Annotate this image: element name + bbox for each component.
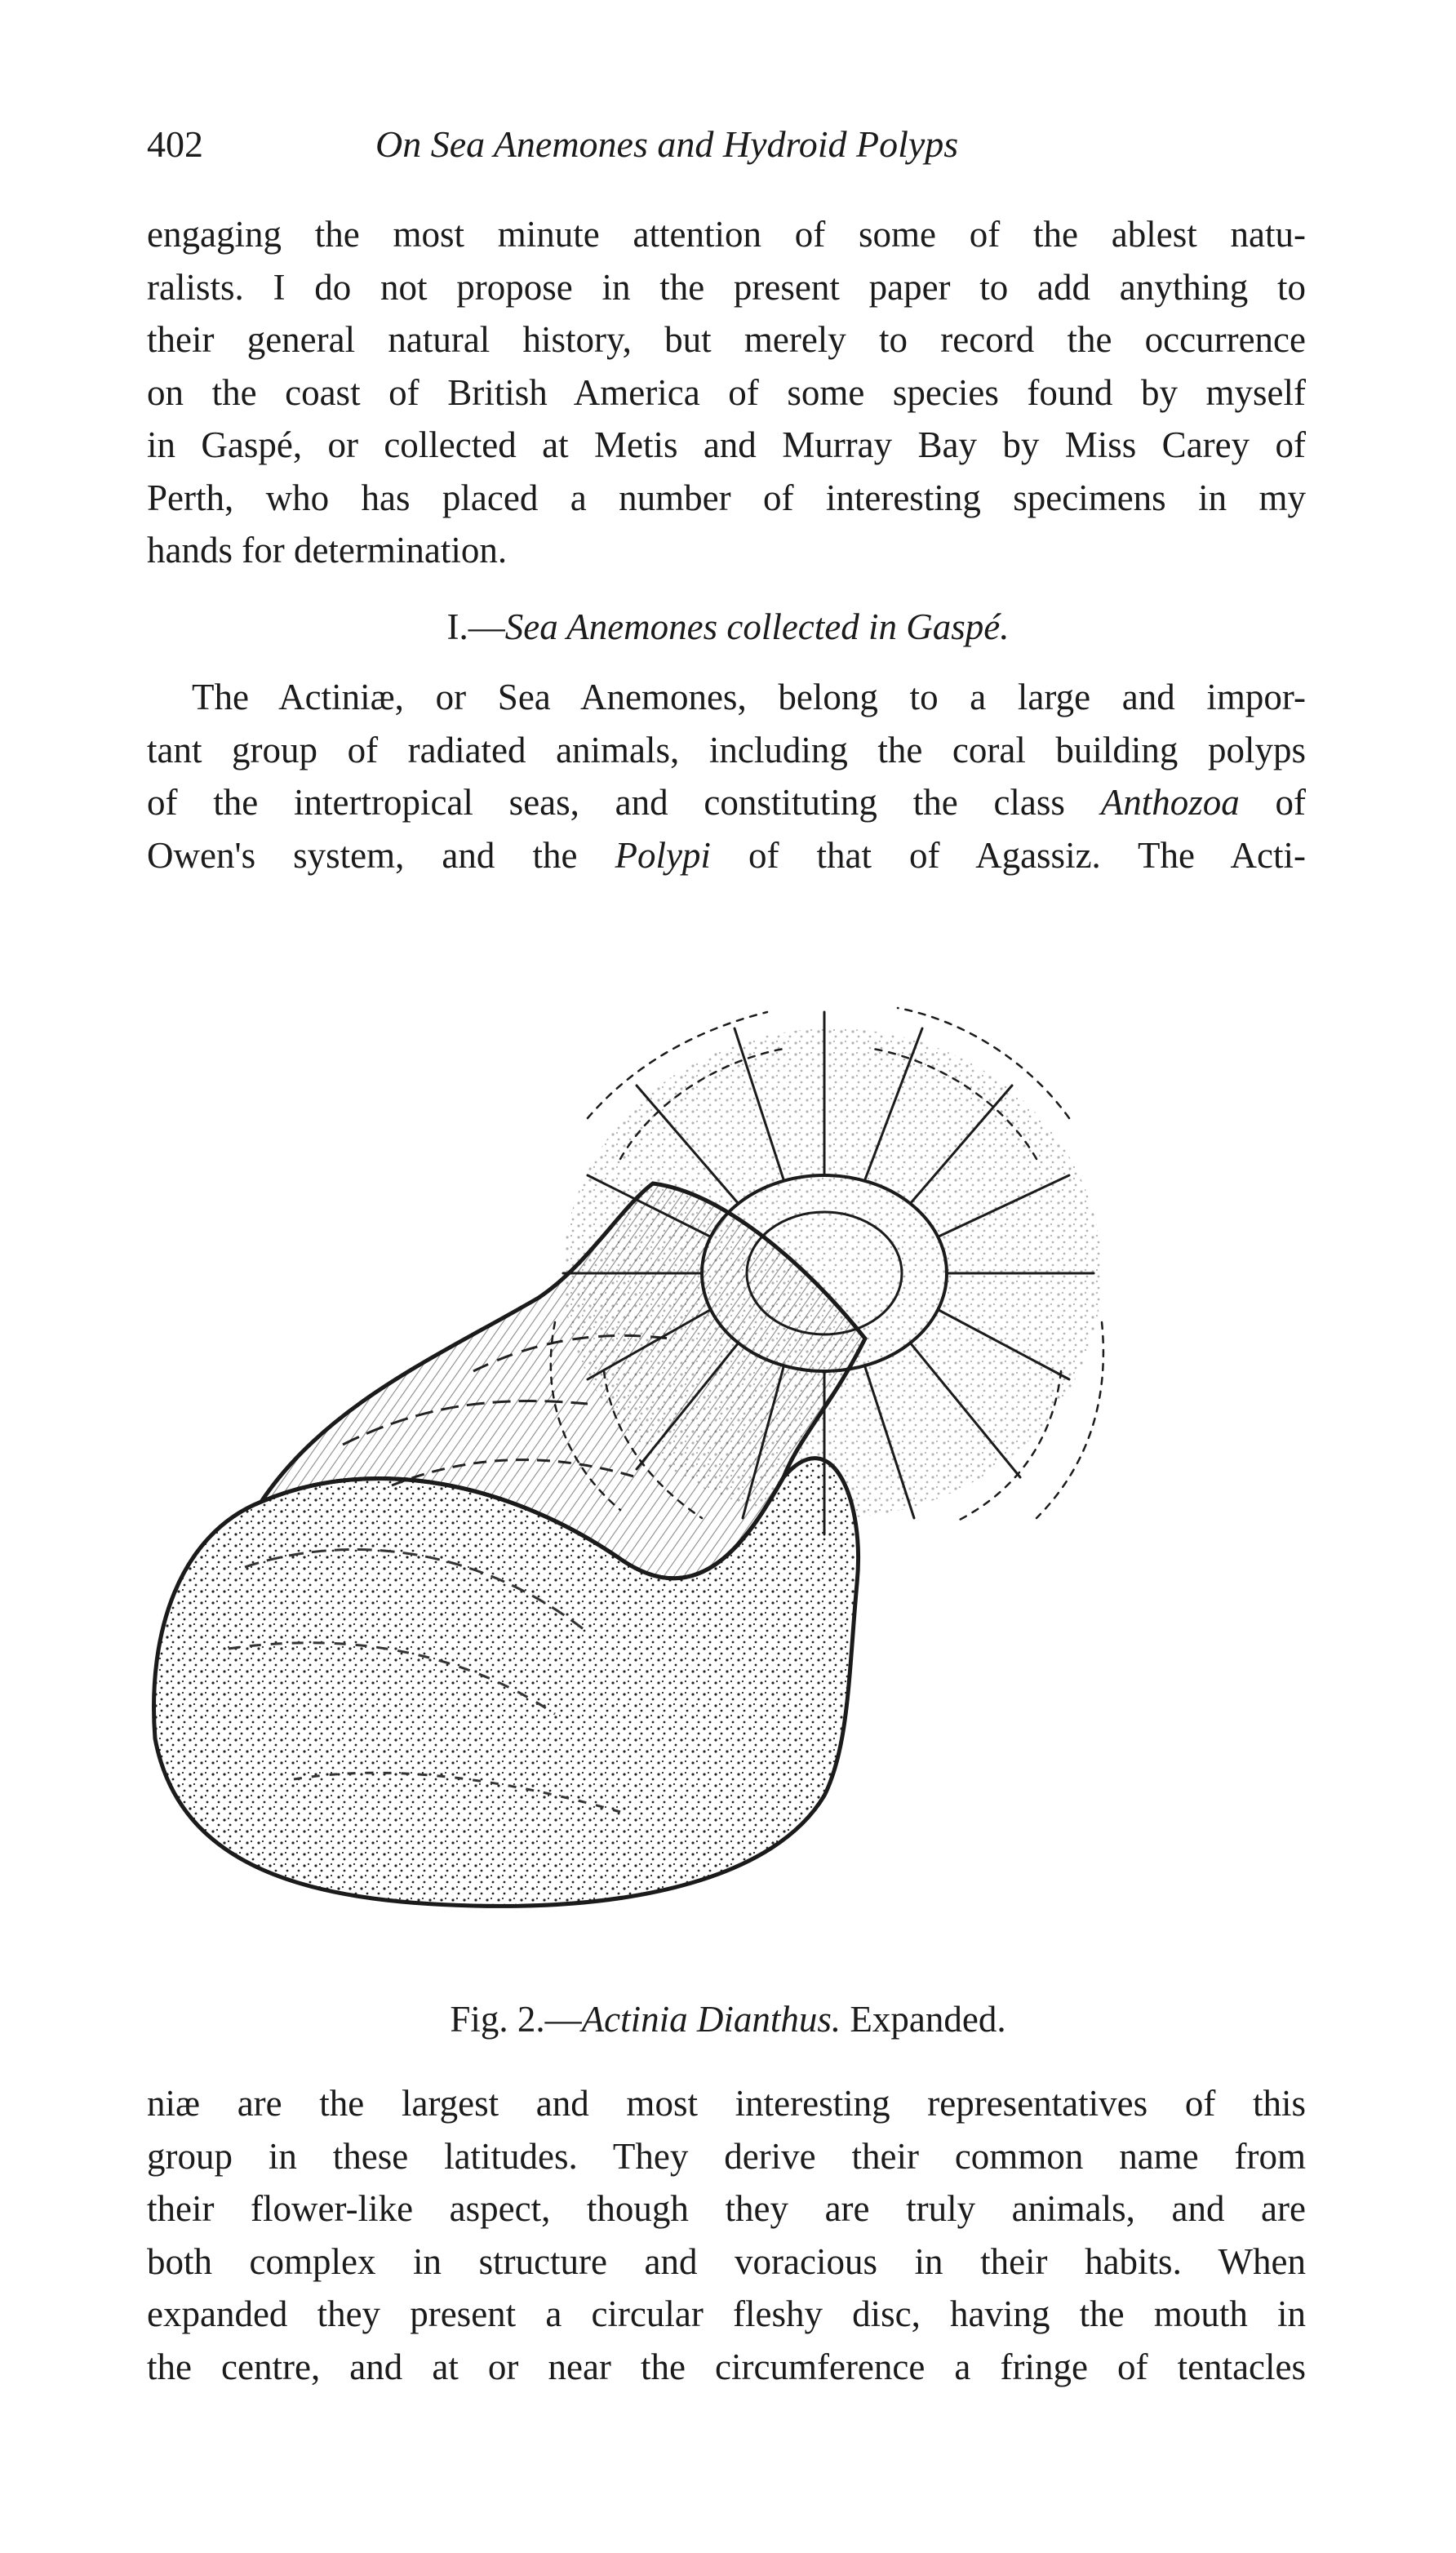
running-title: On Sea Anemones and Hydroid Polyps [375, 123, 959, 165]
text-line: niæ are the largest and most interesting representatives of this [147, 2083, 1306, 2124]
figure-caption [0, 1998, 1456, 2040]
text-line: in Gaspé, or collected at Metis and Murray Bay by Miss Carey of [147, 424, 1306, 465]
text-line: tant group of radiated animals, including the coral building polyps [147, 729, 1306, 770]
sea-anemone-illustration [131, 914, 1355, 1991]
paragraph-actiniae [147, 671, 1306, 881]
figure-species: Actinia Dianthus. [581, 1999, 841, 2040]
paragraph-intro [147, 208, 1306, 577]
text-line: the centre, and at or near the circumference a fringe of tentacles [147, 2346, 1306, 2387]
text-line: The Actiniæ, or Sea Anemones, belong to a large and impor- [192, 677, 1306, 717]
page-number: 402 [147, 123, 203, 165]
figure-label: Fig. 2.— [450, 1999, 582, 2040]
italic-term-polypi: Polypi [615, 834, 711, 876]
text-line: hands for determination. [147, 530, 508, 571]
text-line: expanded they present a circular fleshy disc, having the mouth in [147, 2293, 1306, 2334]
text-run: of the intertropical seas, and constituting the class [147, 782, 1101, 823]
text-line: Perth, who has placed a number of interesting specimens in my [147, 477, 1306, 518]
text-line [147, 829, 1306, 882]
section-numeral: I.— [446, 606, 505, 647]
text-line [147, 776, 1306, 829]
page-header [147, 122, 1322, 180]
text-line: both complex in structure and voracious in their habits. When [147, 2240, 1306, 2282]
paragraph-continued [147, 2077, 1306, 2393]
figure-state: Expanded. [841, 1999, 1006, 2040]
italic-term-anthozoa: Anthozoa [1100, 782, 1240, 823]
text-line: their general natural history, but merely to record the occurrence [147, 319, 1306, 360]
text-run: Owen's system, and the [147, 834, 615, 876]
text-line: engaging the most minute attention of some of the ablest natu- [147, 214, 1306, 255]
text-run: of that of Agassiz. The Acti- [710, 834, 1307, 876]
text-line: their flower-like aspect, though they are truly animals, and are [147, 2188, 1306, 2229]
text-run: of [1239, 782, 1306, 823]
text-line: on the coast of British America of some species found by myself [147, 371, 1306, 413]
section-heading [0, 606, 1456, 648]
section-title: Sea Anemones collected in Gaspé. [504, 606, 1010, 647]
text-line: ralists. I do not propose in the present paper to add anything to [147, 266, 1306, 308]
text-line: group in these latitudes. They derive their common name from [147, 2135, 1306, 2177]
